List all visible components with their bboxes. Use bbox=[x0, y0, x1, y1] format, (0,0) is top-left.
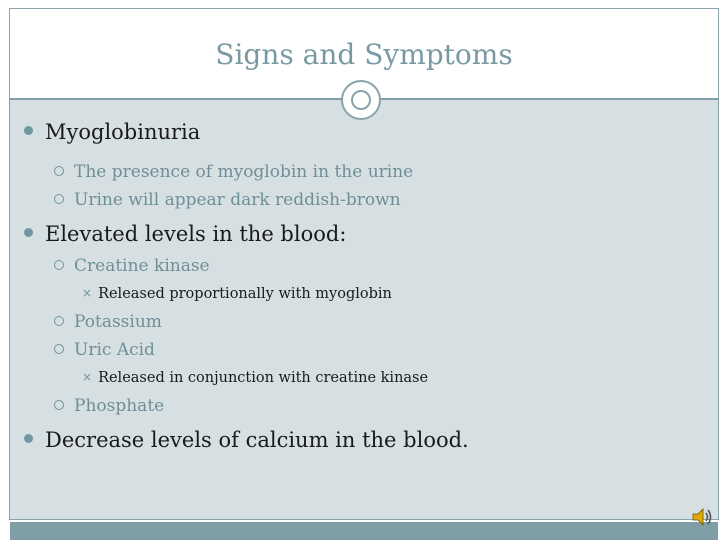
sub-sub-bullet-item bbox=[82, 370, 428, 386]
sub-bullet-text: Uric Acid bbox=[74, 340, 155, 360]
sub-bullet-item bbox=[54, 312, 162, 332]
sub-sub-bullet-text: Released proportionally with myoglobin bbox=[98, 286, 392, 302]
filled-circle-bullet-icon bbox=[24, 126, 33, 135]
hollow-circle-bullet-icon bbox=[54, 260, 64, 270]
sub-bullet-text: Creatine kinase bbox=[74, 256, 210, 276]
sub-bullet-item bbox=[54, 396, 164, 416]
bullet-text: Myoglobinuria bbox=[45, 120, 201, 144]
hollow-circle-bullet-icon bbox=[54, 344, 64, 354]
sub-bullet-text: The presence of myoglobin in the urine bbox=[74, 162, 414, 182]
hollow-circle-bullet-icon bbox=[54, 166, 64, 176]
sub-bullet-item bbox=[54, 256, 210, 276]
sub-bullet-text: Phosphate bbox=[74, 396, 165, 416]
sub-bullet-item bbox=[54, 340, 155, 360]
filled-circle-bullet-icon bbox=[24, 434, 33, 443]
footer-bar bbox=[10, 522, 718, 540]
cross-bullet-icon: × bbox=[82, 370, 93, 384]
bullet-text: Decrease levels of calcium in the blood. bbox=[45, 428, 469, 452]
bullet-item bbox=[24, 428, 469, 452]
speaker-icon[interactable] bbox=[690, 505, 714, 529]
cross-bullet-icon: × bbox=[82, 286, 93, 300]
sub-bullet-item bbox=[54, 190, 401, 210]
bullet-text: Elevated levels in the blood: bbox=[45, 222, 347, 246]
sub-sub-bullet-text: Released in conjunction with creatine kinase bbox=[98, 370, 429, 386]
sub-bullet-text: Urine will appear dark reddish-brown bbox=[74, 190, 401, 210]
hollow-circle-bullet-icon bbox=[54, 194, 64, 204]
sub-bullet-item bbox=[54, 162, 413, 182]
bullet-item bbox=[24, 222, 346, 246]
bullet-item bbox=[24, 120, 200, 144]
sub-sub-bullet-item bbox=[82, 286, 392, 302]
hollow-circle-bullet-icon bbox=[54, 316, 64, 326]
filled-circle-bullet-icon bbox=[24, 228, 33, 237]
slide-title: Signs and Symptoms bbox=[215, 38, 513, 71]
sub-bullet-text: Potassium bbox=[74, 312, 162, 332]
hollow-circle-bullet-icon bbox=[54, 400, 64, 410]
